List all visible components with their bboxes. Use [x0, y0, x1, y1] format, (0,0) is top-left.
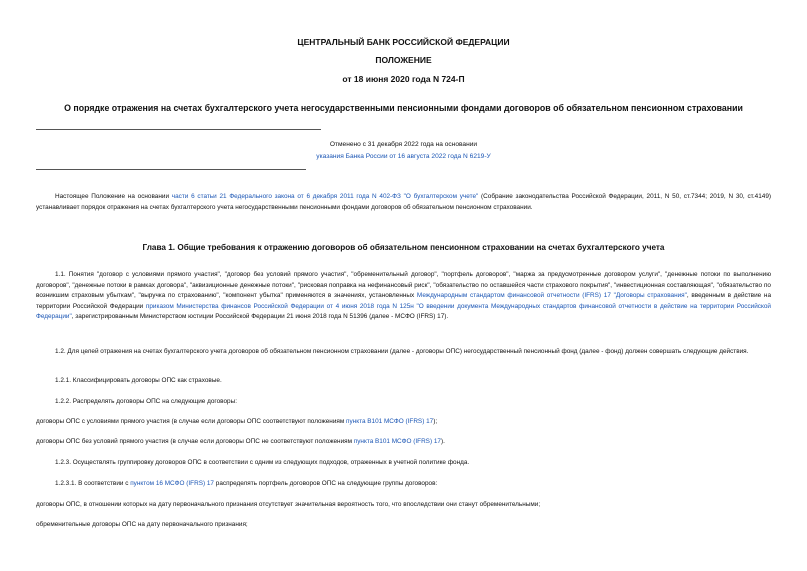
- paragraph-1-2-3-1: 1.2.3.1. В соответствии с пунктом 16 МСФО (IFRS) 17 распределять портфель договоров ОПС на следующие группы договоров:: [55, 480, 438, 487]
- divider-top: [36, 129, 321, 130]
- doc-title: О порядке отражения на счетах бухгалтерского учета негосударственными пенсионными фондами договоров об обязательном пенсионном страховании: [64, 103, 743, 113]
- paragraph-1-2-2: 1.2.2. Распределять договоры ОПС на следующие договоры:: [55, 398, 237, 405]
- list-item-direct-participation: договоры ОПС с условиями прямого участия (в случае если договоры ОПС соответствуют положениям пункта В101 МСФО (IFRS) 17);: [36, 418, 438, 425]
- divider-bottom: [36, 169, 306, 170]
- cancel-note: Отменено с 31 декабря 2022 года на основании: [329, 141, 478, 148]
- cancel-note-link-row: [0, 153, 807, 160]
- doc-type: ПОЛОЖЕНИЕ: [375, 55, 432, 65]
- preamble-law-link[interactable]: части 6 статьи 21 Федерального закона от 6 декабря 2011 года N 402-ФЗ "О бухгалтерском учете": [171, 193, 479, 200]
- paragraph-1-2: 1.2. Для целей отражения на счетах бухгалтерского учета договоров об обязательном пенсионном страховании (далее - договоры ОПС) негосударственный пенсионный фонд (далее - фонд) должен совершать следующие действия.: [55, 348, 749, 355]
- org-name: ЦЕНТРАЛЬНЫЙ БАНК РОССИЙСКОЙ ФЕДЕРАЦИИ: [297, 37, 510, 47]
- preamble-paragraph: Настоящее Положение на основании части 6 статьи 21 Федерального закона от 6 декабря 2011 года N 402-ФЗ "О бухгалтерском учете" (Собрание законодательства Российской Федерации, 2011, N 50, ст.7344; 2019, N 30, ст.4149) устанавливает порядок отражения на счетах бухгалтерского учета негосударственными пенсионными фондами договоров об обязательном пенсионном страховании.: [36, 193, 771, 211]
- list-item-no-direct-participation: договоры ОПС без условий прямого участия (в случае если договоры ОПС не соответствуют положениям пункта В101 МСФО (IFRS) 17).: [36, 438, 445, 445]
- ifrs17-p16-link[interactable]: пунктом 16 МСФО (IFRS) 17: [130, 480, 214, 487]
- b101-link-2[interactable]: пункта В101 МСФО (IFRS) 17: [353, 438, 441, 445]
- group-item-onerous: обременительные договоры ОПС на дату первоначального признания;: [36, 521, 248, 528]
- paragraph-1-2-1: 1.2.1. Классифицировать договоры ОПС как страховые.: [55, 377, 222, 384]
- b101-link-1[interactable]: пункта В101 МСФО (IFRS) 17: [346, 418, 434, 425]
- paragraph-1-1: 1.1. Понятия "договор с условиями прямого участия", "договор без условий прямого участия", "обременительный договор", "портфель договоров", "маржа за предусмотренные договором услуги", "денежные потоки по выполнению договоров", "денежные потоки в рамках договора", "аквизиционные денежные потоки", "рисковая поправка на нефинансовый риск", "обязательство по оставшейся части страхового покрытия", "инвестиционная составляющая", "обязательство по возникшим страховым убыткам", "выручка по страхованию", "компонент убытка" применяются в значениях, установленных Международным стандартом финансовой отчетности (IFRS) 17 "Договоры страхования", введенным в действие на территории Российской Федерации приказом Министерства финансов Российской Федерации от 4 июня 2018 года N 125н "О введении документа Международных стандартов финансовой отчетности в действие на территории Российской Федерации", зарегистрированным Министерством юстиции Российской Федерации 21 июня 2018 года N 51396 (далее - МСФО (IFRS) 17).: [36, 271, 772, 320]
- group-item-non-onerous: договоры ОПС, в отношении которых на дату первоначального признания отсутствует значительная вероятность того, что впоследствии они станут обременительными;: [36, 501, 541, 508]
- doc-date-number: от 18 июня 2020 года N 724-П: [342, 74, 465, 84]
- ifrs17-link[interactable]: Международным стандартом финансовой отчетности (IFRS) 17 "Договоры страхования": [416, 292, 687, 299]
- cancel-link[interactable]: указания Банка России от 16 августа 2022 года N 6219-У: [316, 153, 491, 160]
- chapter-1-title: Глава 1. Общие требования к отражению договоров об обязательном пенсионном страховании на счетах бухгалтерского учета: [142, 243, 665, 252]
- minfin-order-link[interactable]: приказом Министерства финансов Российской Федерации от 4 июня 2018 года N 125н "О введении документа Международных стандартов финансовой отчетности в действие на территории Российской Федерации": [36, 302, 771, 320]
- paragraph-1-2-3: 1.2.3. Осуществлять группировку договоров ОПС в соответствии с одним из следующих подходов, отраженных в учетной политике фонда.: [55, 459, 470, 466]
